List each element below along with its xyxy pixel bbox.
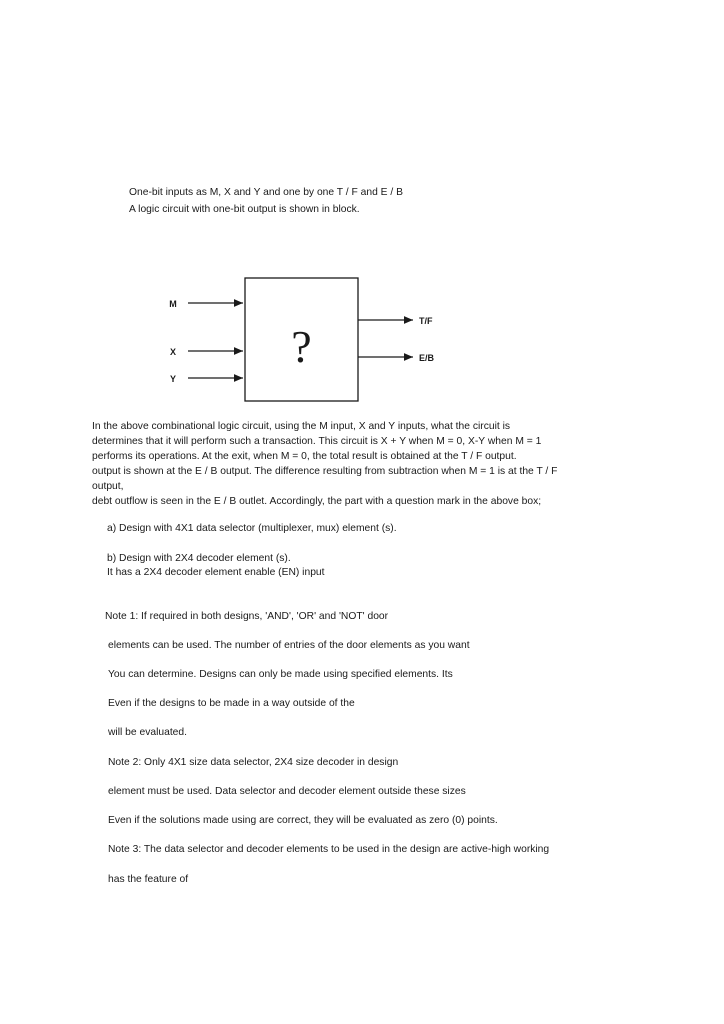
input-label-m: M <box>169 299 177 309</box>
block-diagram <box>0 0 724 420</box>
intro-line-1: One-bit inputs as M, X and Y and one by one T / F and E / B <box>129 187 403 198</box>
note-line: Note 1: If required in both designs, 'AND', 'OR' and 'NOT' door <box>105 611 389 622</box>
description-line: In the above combinational logic circuit, using the M input, X and Y inputs, what the circuit is <box>92 421 511 432</box>
intro-line-2: A logic circuit with one-bit output is shown in block. <box>129 204 360 215</box>
output-label-tf: T/F <box>419 316 433 326</box>
task-b-detail: It has a 2X4 decoder element enable (EN) input <box>107 567 325 578</box>
note-line: Note 3: The data selector and decoder elements to be used in the design are active-high working <box>108 844 550 855</box>
note-line: Even if the designs to be made in a way outside of the <box>108 698 355 709</box>
description-line: output is shown at the E / B output. The difference resulting from subtraction when M = 1 is at the T / F <box>92 466 558 477</box>
note-line: has the feature of <box>108 874 189 885</box>
task-a: a) Design with 4X1 data selector (multiplexer, mux) element (s). <box>107 523 397 534</box>
note-line: will be evaluated. <box>108 727 187 738</box>
input-label-x: X <box>169 347 177 357</box>
description-line: debt outflow is seen in the E / B outlet. Accordingly, the part with a question mark in the above box; <box>92 496 542 507</box>
description-line: output, <box>92 481 124 492</box>
task-b: b) Design with 2X4 decoder element (s). <box>107 553 291 564</box>
note-line: Even if the solutions made using are correct, they will be evaluated as zero (0) points. <box>108 815 498 826</box>
description-line: performs its operations. At the exit, when M = 0, the total result is obtained at the T / F output. <box>92 451 517 462</box>
note-line: elements can be used. The number of entries of the door elements as you want <box>108 640 470 651</box>
note-line: element must be used. Data selector and decoder element outside these sizes <box>108 786 466 797</box>
description-line: determines that it will perform such a transaction. This circuit is X + Y when M = 0, X-Y when M = 1 <box>92 436 542 447</box>
output-label-eb: E/B <box>419 353 435 363</box>
question-mark: ? <box>291 321 312 372</box>
note-line: You can determine. Designs can only be made using specified elements. Its <box>108 669 453 680</box>
input-label-y: Y <box>169 374 177 384</box>
note-line: Note 2: Only 4X1 size data selector, 2X4 size decoder in design <box>108 757 399 768</box>
